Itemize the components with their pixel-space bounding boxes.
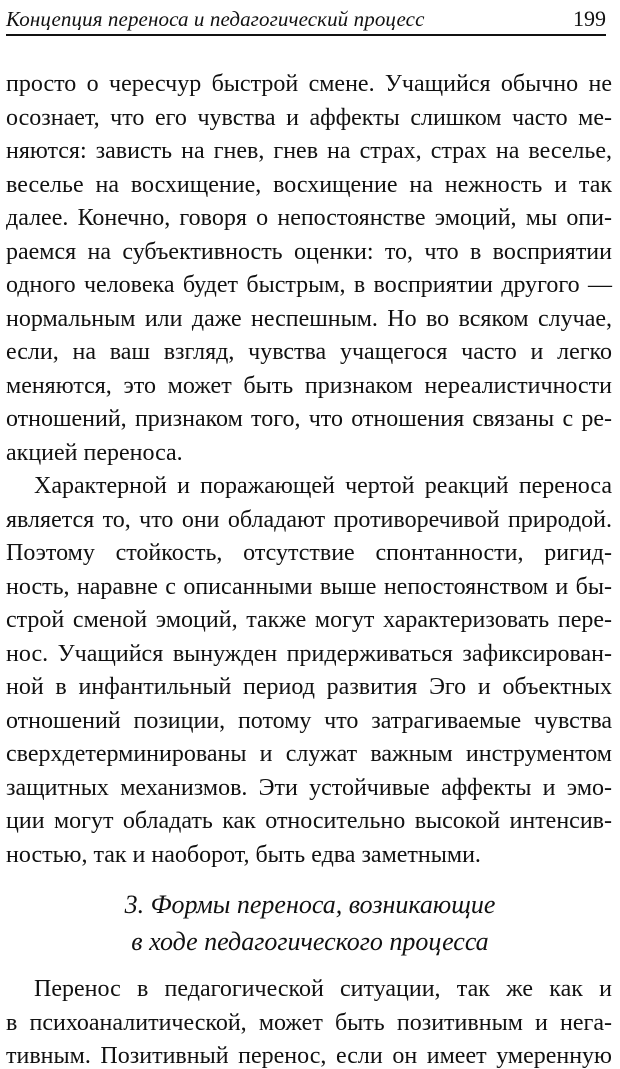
text-line: акцией переноса. [6,439,183,466]
text-line: осознает, что его чувства и аффекты слишком часто ме- [6,104,612,131]
text-line: Перенос в педагогической ситуации, так же как и [34,976,612,1002]
text-line: защитных механизмов. Эти устойчивые аффекты и эмо- [6,774,612,801]
running-header [6,2,606,36]
text-line: нос. Учащийся вынужден придерживаться зафиксирован- [6,640,612,667]
text-line: отношений позиции, потому что затрагиваемые чувства [6,707,612,734]
section-heading-line-1: 3. Формы переноса, возникающие [124,890,496,919]
text-line: если, на ваш взгляд, чувства учащегося часто и легко [6,339,612,365]
text-line: ность, наравне с описанными выше непостоянством и бы- [6,573,612,600]
page-number: 199 [573,6,606,31]
text-line: нормальным или даже неспешным. Но во всяком случае, [6,305,612,332]
text-line: ной в инфантильный период развития Эго и объектных [6,674,612,700]
text-line: одного человека будет быстрым, в восприятии другого — [6,272,612,298]
text-line: ностью, так и наоборот, быть едва заметными. [6,841,481,868]
text-line: тивным. Позитивный перенос, если он имеет умеренную [6,1043,612,1069]
text-line: меняются, это может быть признаком нереалистичности [6,372,612,399]
text-line: далее. Конечно, говоря о непостоянстве эмоций, мы опи- [6,205,612,231]
text-line: няются: зависть на гнев, гнев на страх, страх на веселье, [6,138,612,164]
text-line: ции могут обладать как относительно высокой интенсив- [6,808,612,834]
text-line: является то, что они обладают противоречивой природой. [6,506,612,533]
text-line: Поэтому стойкость, отсутствие спонтанности, ригид- [6,540,612,566]
text-line: веселье на восхищение, восхищение на нежность и так [6,171,612,198]
text-line: сверхдетерминированы и служат важным инструментом [6,741,612,767]
text-line: Характерной и поражающей чертой реакций переноса [34,473,612,499]
text-line: в психоаналитической, может быть позитивным и нега- [6,1009,612,1036]
text-line: просто о чересчур быстрой смене. Учащийся обычно не [6,71,612,97]
section-text [6,973,612,1069]
text-line: отношений, признаком того, что отношения связаны с ре- [6,406,612,432]
running-title: Концепция переноса и педагогический процесс [6,7,425,31]
section-heading-line-2: в ходе педагогического процесса [131,927,489,956]
text-line: раемся на субъективность оценки: то, что в восприятии [6,238,612,265]
main-text [6,68,612,872]
text-line: строй сменой эмоций, также могут характеризовать пере- [6,607,612,633]
